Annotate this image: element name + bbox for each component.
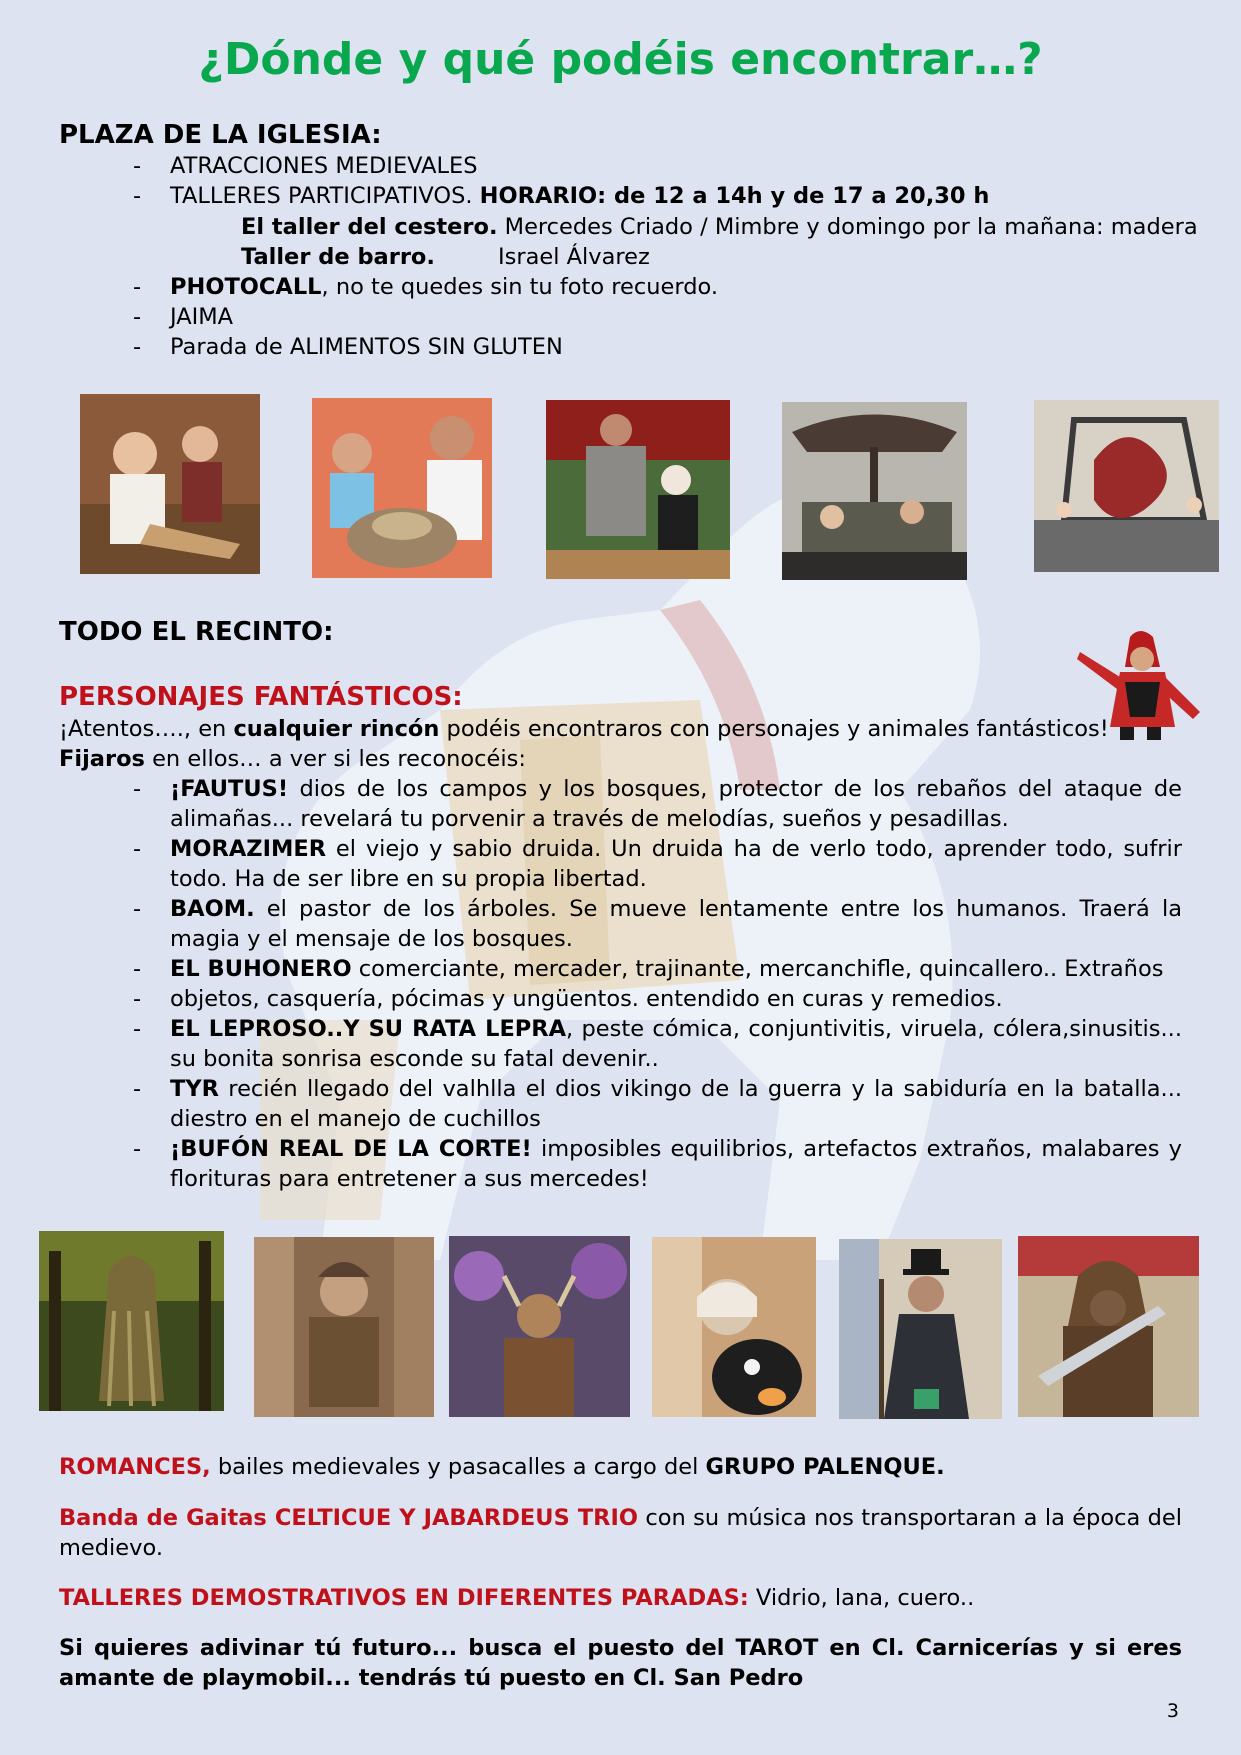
list-item: - ATRACCIONES MEDIEVALES bbox=[133, 153, 478, 179]
personajes-intro-2: Fijaros en ellos… a ver si les reconocéis: bbox=[59, 746, 526, 772]
romances-line: ROMANCES, bailes medievales y pasacalles a cargo del GRUPO PALENQUE. bbox=[59, 1454, 945, 1480]
photo-buhonero bbox=[254, 1237, 434, 1417]
page-number: 3 bbox=[1166, 1700, 1179, 1722]
list-item: - EL BUHONERO comerciante, mercader, trajinante, mercanchifle, quincallero.. Extraños bbox=[133, 956, 1164, 982]
list-item: - TYR recién llegado del valhlla el dios vikingo de la guerra y la sabiduría en la batalla... diestro en el manejo de cuchillos bbox=[133, 1076, 1182, 1132]
photo-tyr bbox=[1018, 1236, 1199, 1417]
talleres-line: TALLERES DEMOSTRATIVOS EN DIFERENTES PARADAS: Vidrio, lana, cuero.. bbox=[59, 1585, 975, 1611]
plaza-list bbox=[59, 151, 1182, 211]
taller-barro: Taller de barro. Israel Álvarez bbox=[241, 244, 650, 270]
list-item: - ¡FAUTUS! dios de los campos y los bosques, protector de los rebaños del ataque de alimañas... revelará tu porvenir a través de melodías, sueños y pesadillas. bbox=[133, 776, 1182, 832]
personajes-intro-1: ¡Atentos…., en cualquier rincón podéis encontraros con personajes y animales fantásticos! bbox=[59, 716, 1109, 742]
photo-baom bbox=[39, 1231, 224, 1411]
gaitas-line: Banda de Gaitas CELTICUE Y JABARDEUS TRIO con su música nos transportaran a la época del medievo. bbox=[59, 1505, 1183, 1561]
photo-taller bbox=[546, 400, 730, 579]
photo-leproso bbox=[652, 1237, 816, 1417]
list-item: - PHOTOCALL, no te quedes sin tu foto recuerdo. bbox=[133, 274, 718, 300]
page-title: ¿Dónde y qué podéis encontrar…? bbox=[198, 34, 1043, 85]
list-item: - ¡BUFÓN REAL DE LA CORTE! imposibles equilibrios, artefactos extraños, malabares y florituras para entretener a sus mercedes! bbox=[133, 1136, 1182, 1192]
section-heading-recinto: TODO EL RECINTO: bbox=[59, 617, 334, 647]
photo-morazimer bbox=[839, 1239, 1002, 1419]
photo-tiovivo bbox=[782, 402, 967, 580]
list-item: - MORAZIMER el viejo y sabio druida. Un druida ha de verlo todo, aprender todo, sufrir todo. Ha de ser libre en su propia libertad. bbox=[133, 836, 1182, 892]
section-heading-personajes: PERSONAJES FANTÁSTICOS: bbox=[59, 682, 463, 712]
list-item: - TALLERES PARTICIPATIVOS. HORARIO: de 12 a 14h y de 17 a 20,30 h bbox=[133, 183, 990, 209]
tarot-line: Si quieres adivinar tú futuro... busca el puesto del TAROT en Cl. Carnicerías y si eres amante de playmobil... tendrás tú puesto en Cl. San Pedro bbox=[59, 1635, 1182, 1691]
photo-barro bbox=[312, 398, 492, 578]
taller-cestero: El taller del cestero. Mercedes Criado / Mimbre y domingo por la mañana: madera bbox=[241, 214, 1198, 240]
photo-dragon bbox=[1034, 400, 1219, 572]
photo-cestero bbox=[80, 394, 260, 574]
list-item: - JAIMA bbox=[133, 304, 234, 330]
list-item: - Parada de ALIMENTOS SIN GLUTEN bbox=[133, 334, 563, 360]
list-item: - objetos, casquería, pócimas y ungüentos. entendido en curas y remedios. bbox=[133, 986, 1003, 1012]
personajes-list bbox=[59, 774, 1182, 1194]
section-heading-plaza: PLAZA DE LA IGLESIA: bbox=[59, 120, 382, 150]
plaza-list-2 bbox=[59, 272, 1182, 362]
photo-fautus bbox=[449, 1236, 630, 1417]
list-item: - EL LEPROSO..Y SU RATA LEPRA, peste cómica, conjuntivitis, viruela, cólera,sinusitis... su bonita sonrisa esconde su fatal devenir.. bbox=[133, 1016, 1182, 1072]
list-item: - BAOM. el pastor de los árboles. Se mueve lentamente entre los humanos. Traerá la magia y el mensaje de los bosques. bbox=[133, 896, 1182, 952]
